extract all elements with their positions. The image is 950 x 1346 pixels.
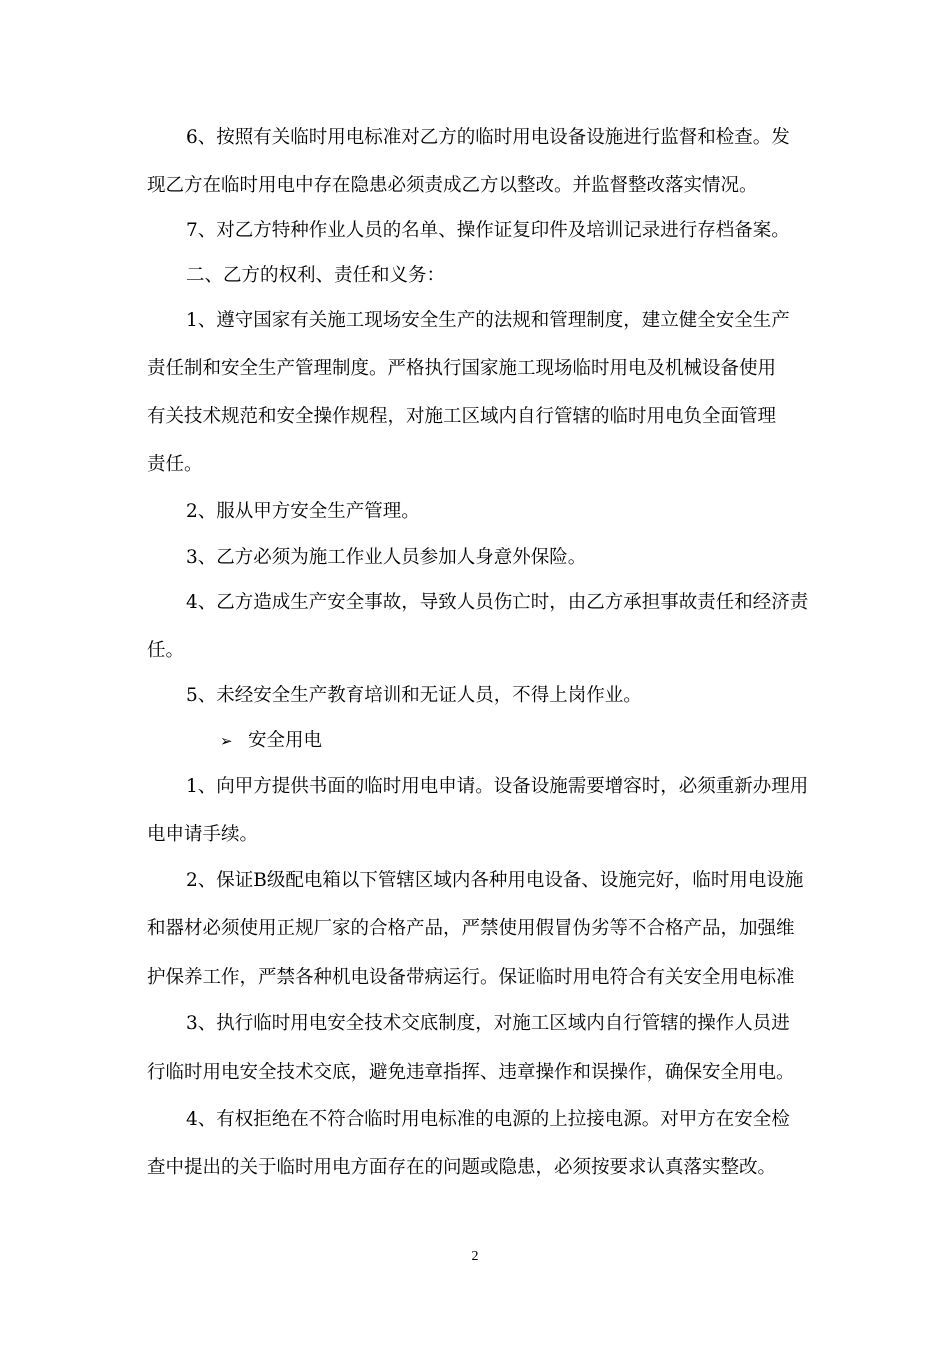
paragraph-6-line-1: 6、按照有关临时用电标准对乙方的临时用电设备设施进行监督和检查。发 bbox=[186, 127, 790, 148]
subheading-text: 安全用电 bbox=[248, 730, 323, 751]
paragraph-6-line-2: 现乙方在临时用电中存在隐患必须责成乙方以整改。并监督整改落实情况。 bbox=[147, 175, 758, 196]
paragraph-b4-line-1: 4、乙方造成生产安全事故，导致人员伤亡时，由乙方承担事故责任和经济责 bbox=[186, 592, 809, 613]
paragraph-s4-line-1: 4、有权拒绝在不符合临时用电标准的电源的上拉接电源。对甲方在安全检 bbox=[186, 1109, 790, 1130]
paragraph-b3: 3、乙方必须为施工作业人员参加人身意外保险。 bbox=[186, 547, 587, 568]
paragraph-s2-line-3: 护保养工作，严禁各种机电设备带病运行。保证临时用电符合有关安全用电标准 bbox=[147, 967, 795, 988]
paragraph-b4-line-2: 任。 bbox=[147, 640, 185, 661]
paragraph-b1-line-3: 有关技术规范和安全操作规程，对施工区域内自行管辖的临时用电负全面管理 bbox=[147, 406, 777, 427]
paragraph-s2-line-2: 和器材必须使用正规厂家的合格产品，严禁使用假冒伪劣等不合格产品，加强维 bbox=[147, 918, 795, 939]
paragraph-b1-line-4: 责任。 bbox=[147, 454, 203, 475]
page-number: 2 bbox=[471, 1249, 479, 1264]
paragraph-b1-line-1: 1、遵守国家有关施工现场安全生产的法规和管理制度，建立健全安全生产 bbox=[186, 310, 790, 331]
arrow-bullet-icon: ➢ bbox=[220, 732, 233, 750]
paragraph-s3-line-2: 行临时用电安全技术交底，避免违章指挥、违章操作和误操作，确保安全用电。 bbox=[147, 1062, 795, 1083]
paragraph-s2-line-1: 2、保证B级配电箱以下管辖区域内各种用电设备、设施完好，临时用电设施 bbox=[186, 870, 804, 891]
paragraph-b5: 5、未经安全生产教育培训和无证人员，不得上岗作业。 bbox=[186, 685, 642, 706]
paragraph-7: 7、对乙方特种作业人员的名单、操作证复印件及培训记录进行存档备案。 bbox=[186, 220, 790, 241]
section-heading-2: 二、乙方的权利、责任和义务： bbox=[186, 265, 446, 286]
subheading-safe-electricity bbox=[0, 729, 950, 753]
paragraph-s3-line-1: 3、执行临时用电安全技术交底制度，对施工区域内自行管辖的操作人员进 bbox=[186, 1013, 790, 1034]
paragraph-b2: 2、服从甲方安全生产管理。 bbox=[186, 501, 420, 522]
paragraph-b1-line-2: 责任制和安全生产管理制度。严格执行国家施工现场临时用电及机械设备使用 bbox=[147, 358, 777, 379]
paragraph-s1-line-1: 1、向甲方提供书面的临时用电申请。设备设施需要增容时，必须重新办理用 bbox=[186, 776, 809, 797]
paragraph-s4-line-2: 查中提出的关于临时用电方面存在的问题或隐患，必须按要求认真落实整改。 bbox=[147, 1157, 777, 1178]
paragraph-s1-line-2: 电申请手续。 bbox=[147, 824, 259, 845]
